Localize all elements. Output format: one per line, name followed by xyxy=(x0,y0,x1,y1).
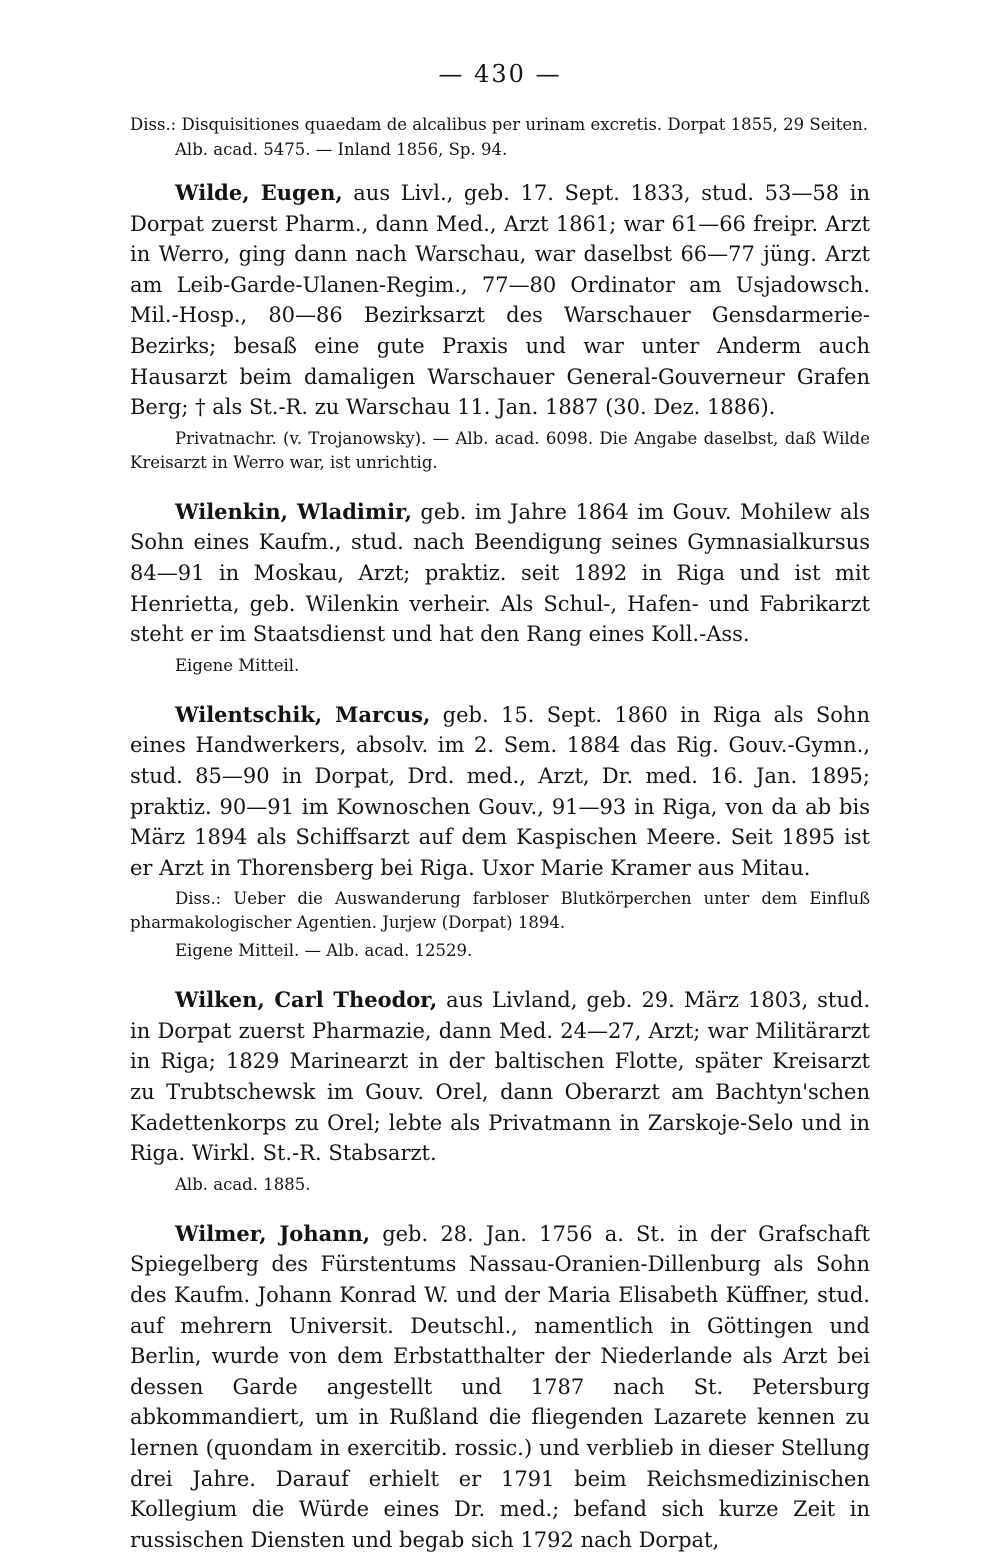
entry-source: Diss.: Ueber die Auswanderung farbloser Blutkörperchen unter dem Einfluß pharmakologischer Agentien. Jurjew (Dorpat) 1894. xyxy=(130,889,870,933)
entry-source: Eigene Mitteil. xyxy=(175,655,300,675)
entry-source: Alb. acad. 1885. xyxy=(175,1174,311,1194)
entry-name: Wilde, Eugen, xyxy=(175,180,343,205)
entry-name: Wilenkin, Wladimir, xyxy=(175,498,412,524)
dissertation-note: Diss.: Disquisitiones quaedam de alcalibus per urinam excretis. Dorpat 1855, 29 Seiten. xyxy=(130,115,869,134)
page-body xyxy=(130,112,870,1555)
entry-name: Wilmer, Johann, xyxy=(175,1220,371,1246)
entry-name: Wilentschik, Marcus, xyxy=(175,701,431,727)
entry-wilken xyxy=(130,985,870,1169)
entry-wilentschik xyxy=(130,700,870,884)
entry-wilenkin xyxy=(130,497,870,650)
entry-source: Eigene Mitteil. — Alb. acad. 12529. xyxy=(175,941,473,961)
entry-text: geb. 15. Sept. 1860 in Riga als Sohn eines Handwerkers, absolv. im 2. Sem. 1884 das Rig. Gouv.-Gymn., stud. 85—90 in Dorpat, Drd. med., Arzt, Dr. med. 16. Jan. 1895; praktiz. 90—91 im Kownoschen Gouv., 91—93 in Riga, von da ab bis März 1894 als Schiffsarzt auf dem Kaspischen Meere. Seit 1895 ist er Arzt in Thorensberg bei Riga. Uxor Marie Kramer aus Mitau. xyxy=(130,702,870,880)
entry-text: geb. im Jahre 1864 im Gouv. Mohilew als Sohn eines Kaufm., stud. nach Beendigung seines Gymnasialkursus 84—91 in Moskau, Arzt; praktiz. seit 1892 in Riga und ist mit Henrietta, geb. Wilenkin verheir. Als Schul-, Hafen- und Fabrikarzt steht er im Staatsdienst und hat den Rang eines Koll.-Ass. xyxy=(130,499,871,647)
entry-name: Wilken, Carl Theodor, xyxy=(175,987,438,1013)
entry-wilmer xyxy=(130,1219,870,1555)
entry-wilde xyxy=(130,178,870,423)
entry-text: geb. 28. Jan. 1756 a. St. in der Grafschaft Spiegelberg des Fürstentums Nassau-Oranien-Dillenburg als Sohn des Kaufm. Johann Konrad W. und der Maria Elisabeth Küffner, stud. auf mehrern Universit. Deutschl., namentlich in Göttingen und Berlin, wurde von dem Erbstatthalter der Niederlande als Arzt bei dessen Garde angestellt und 1787 nach St. Petersburg abkommandiert, um in Rußland die fliegenden Lazarete kennen zu lernen (quondam in exercitib. rossic.) und verblieb in dieser Stellung drei Jahre. Darauf erhielt er 1791 beim Reichsmedizinischen Kollegium die Würde eines Dr. med.; befand sich kurze Zeit in russischen Diensten und begab sich 1792 nach Dorpat, xyxy=(130,1221,870,1552)
page-number: — 430 — xyxy=(438,60,562,88)
entry-source: Privatnachr. (v. Trojanowsky). — Alb. acad. 6098. Die Angabe daselbst, daß Wilde Kreisarzt in Werro war, ist unrichtig. xyxy=(130,428,870,472)
entry-text: aus Livl., geb. 17. Sept. 1833, stud. 53—58 in Dorpat zuerst Pharm., dann Med., Arzt 1861; war 61—66 freipr. Arzt in Werro, ging dann nach Warschau, war daselbst 66—77 jüng. Arzt am Leib-Garde-Ulanen-Regim., 77—80 Ordinator am Usjadowsch. Mil.-Hosp., 80—86 Bezirksarzt des Warschauer Gensdarmerie-Bezirks; besaß eine gute Praxis und war unter Anderm auch Hausarzt beim damaligen Warschauer General-Gouverneur Grafen Berg; † als St.-R. zu Warschau 11. Jan. 1887 (30. Dez. 1886). xyxy=(130,181,870,420)
entry-text: aus Livland, geb. 29. März 1803, stud. in Dorpat zuerst Pharmazie, dann Med. 24—27, Arzt; war Militärarzt in Riga; 1829 Marinearzt in der baltischen Flotte, später Kreisarzt zu Trubtschewsk im Gouv. Orel, dann Oberarzt am Bachtyn'schen Kadettenkorps zu Orel; lebte als Privatmann in Zarskoje-Selo und in Riga. Wirkl. St.-R. Stabsarzt. xyxy=(130,988,870,1166)
source-note: Alb. acad. 5475. — Inland 1856, Sp. 94. xyxy=(175,140,508,159)
